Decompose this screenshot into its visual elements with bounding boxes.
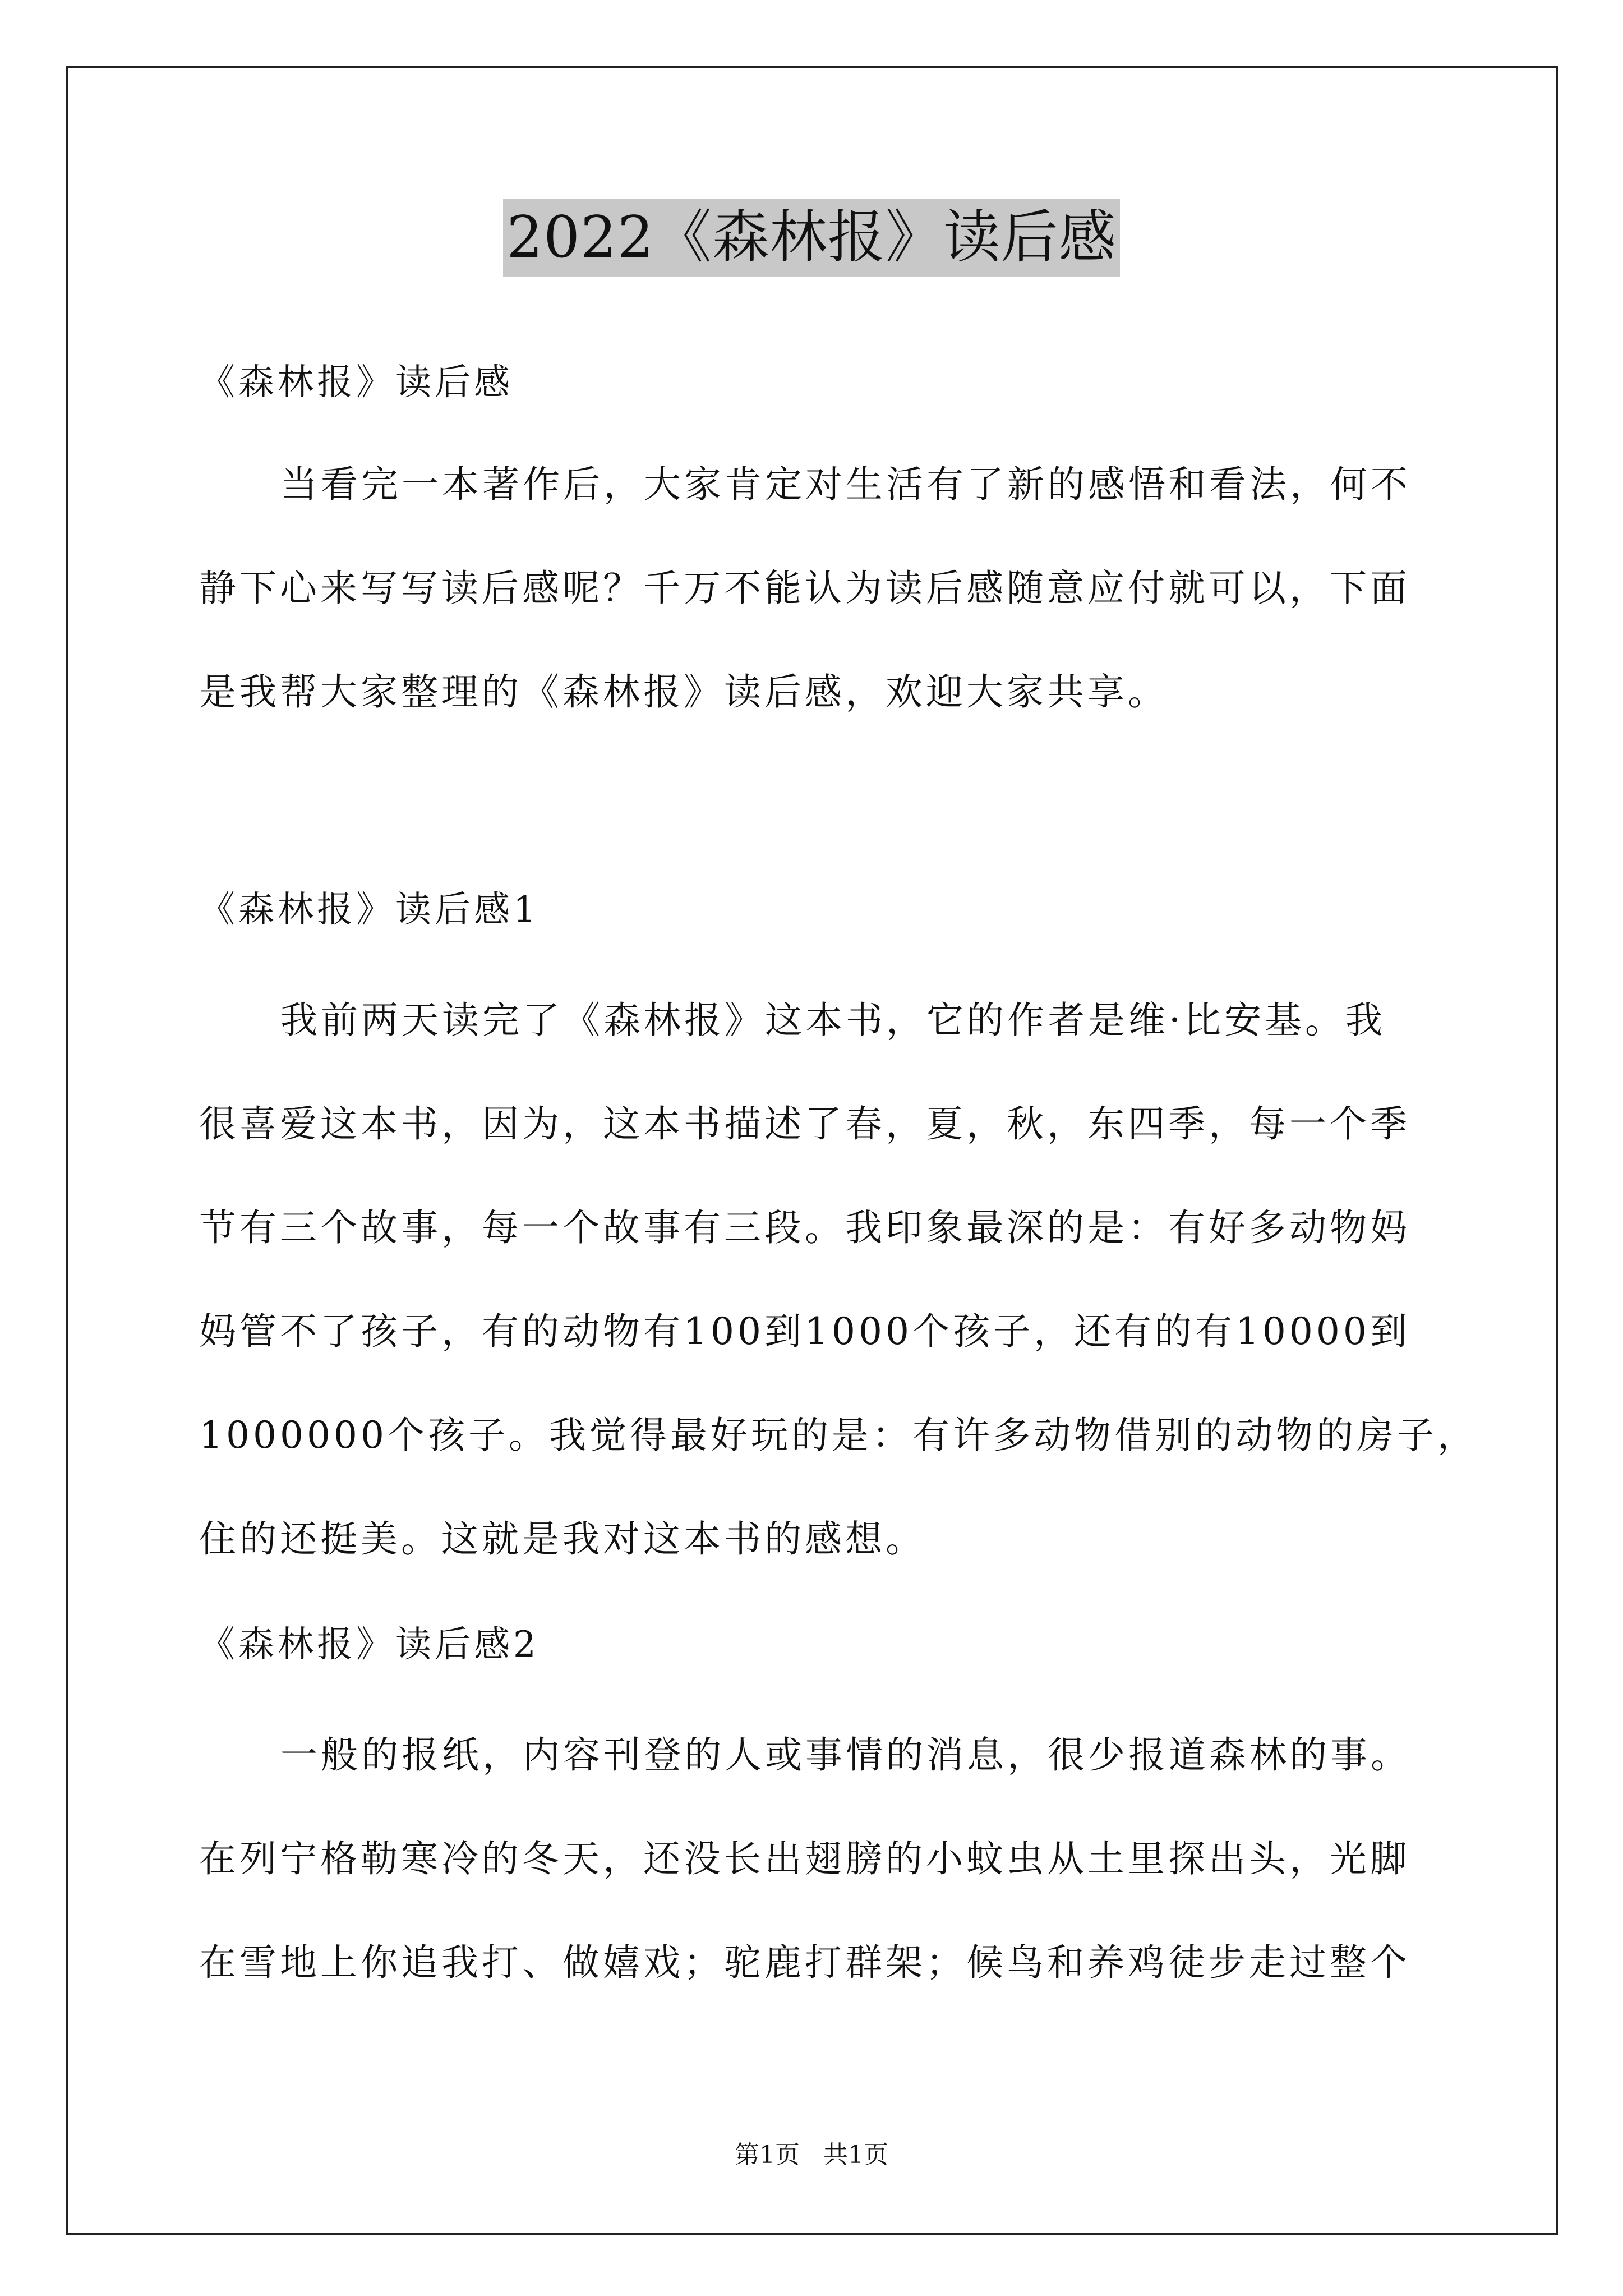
section-line: 在雪地上你追我打、做嬉戏；驼鹿打群架；候鸟和养鸡徒步走过整个 bbox=[199, 1941, 1410, 1984]
subtitle: 《森林报》读后感 bbox=[199, 362, 513, 403]
section-line: 住的还挺美。这就是我对这本书的感想。 bbox=[199, 1517, 926, 1561]
intro-line: 当看完一本著作后，大家肯定对生活有了新的感悟和看法，何不 bbox=[280, 463, 1411, 506]
page-number: 第1页 bbox=[735, 2141, 800, 2169]
intro-line: 是我帮大家整理的《森林报》读后感，欢迎大家共享。 bbox=[199, 670, 1168, 714]
section-line: 节有三个故事，每一个故事有三段。我印象最深的是：有好多动物妈 bbox=[199, 1206, 1410, 1249]
page-total: 共1页 bbox=[823, 2141, 888, 2169]
document-title: 2022《森林报》读后感 bbox=[503, 199, 1120, 277]
section-line: 1000000个孩子。我觉得最好玩的是：有许多动物借别的动物的房子， bbox=[199, 1414, 1478, 1457]
section-line: 在列宁格勒寒冷的冬天，还没长出翅膀的小蚊虫从土里探出头，光脚 bbox=[199, 1837, 1410, 1880]
section-heading: 《森林报》读后感2 bbox=[199, 1624, 540, 1665]
section-line: 我前两天读完了《森林报》这本书，它的作者是维·比安基。我 bbox=[280, 999, 1386, 1042]
section-heading: 《森林报》读后感1 bbox=[199, 889, 540, 931]
section-line: 一般的报纸，内容刊登的人或事情的消息，很少报道森林的事。 bbox=[280, 1733, 1411, 1777]
intro-line: 静下心来写写读后感呢？千万不能认为读后感随意应付就可以，下面 bbox=[199, 567, 1410, 610]
page-footer bbox=[0, 2134, 1623, 2170]
section-line: 很喜爱这本书，因为，这本书描述了春，夏，秋，东四季，每一个季 bbox=[199, 1102, 1410, 1145]
title-block bbox=[0, 199, 1623, 277]
section-line: 妈管不了孩子，有的动物有100到1000个孩子，还有的有10000到 bbox=[199, 1310, 1410, 1353]
